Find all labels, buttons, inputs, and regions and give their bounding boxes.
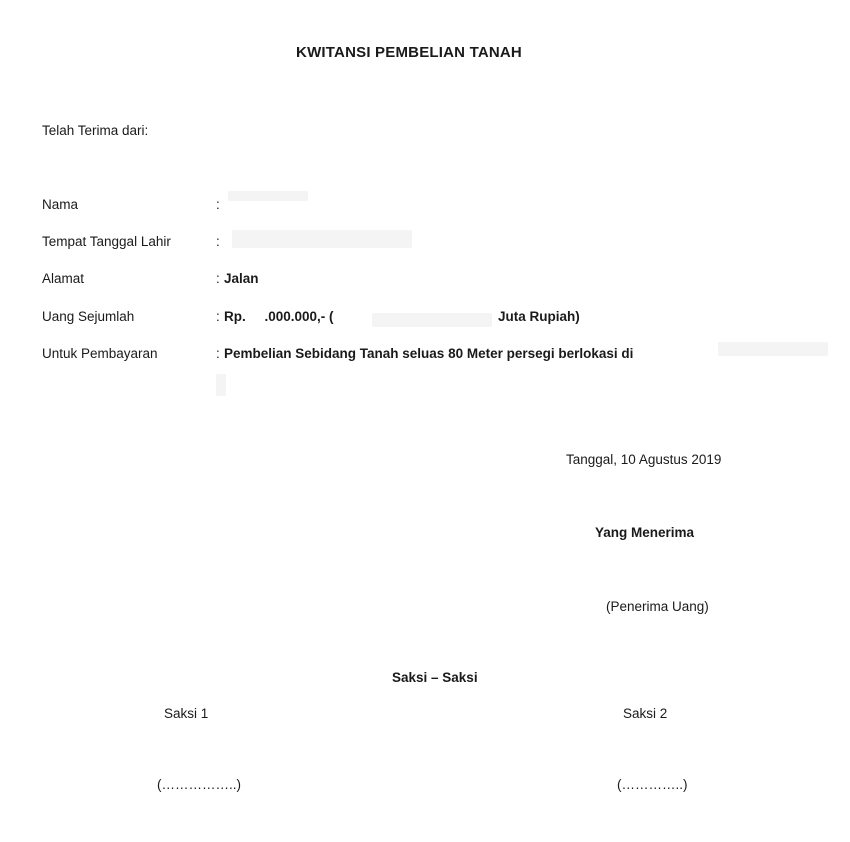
field-colon: : [216, 346, 220, 361]
witnesses-heading: Saksi – Saksi [392, 670, 478, 685]
witness-2-signature: (…………..) [617, 777, 688, 792]
field-label: Uang Sejumlah [42, 309, 135, 324]
redacted-area [372, 313, 492, 327]
redacted-area [232, 230, 412, 248]
redacted-area [718, 342, 828, 356]
received-from-label: Telah Terima dari: [42, 123, 149, 138]
field-label: Untuk Pembayaran [42, 346, 158, 361]
field-label: Tempat Tanggal Lahir [42, 234, 171, 249]
amount-in-words: Juta Rupiah) [498, 309, 580, 324]
field-colon: : [216, 197, 220, 212]
redacted-area [228, 191, 308, 201]
receiver-name: (Penerima Uang) [606, 599, 709, 614]
field-value: Pembelian Sebidang Tanah seluas 80 Meter persegi berlokasi di [224, 346, 634, 361]
field-label: Alamat [42, 271, 85, 286]
field-colon: : [216, 234, 220, 249]
receiver-heading: Yang Menerima [595, 525, 695, 540]
field-colon: : [216, 309, 220, 324]
field-value: Jalan [224, 271, 259, 286]
witness-1-label: Saksi 1 [164, 706, 209, 721]
witness-1-signature: (……………..) [157, 777, 241, 792]
redacted-area [216, 374, 226, 396]
date-line: Tanggal, 10 Agustus 2019 [566, 452, 722, 467]
field-value: Rp. .000.000,- ( [224, 309, 334, 324]
document-title: KWITANSI PEMBELIAN TANAH [296, 44, 522, 61]
field-colon: : [216, 271, 220, 286]
field-label: Nama [42, 197, 79, 212]
witness-2-label: Saksi 2 [623, 706, 668, 721]
